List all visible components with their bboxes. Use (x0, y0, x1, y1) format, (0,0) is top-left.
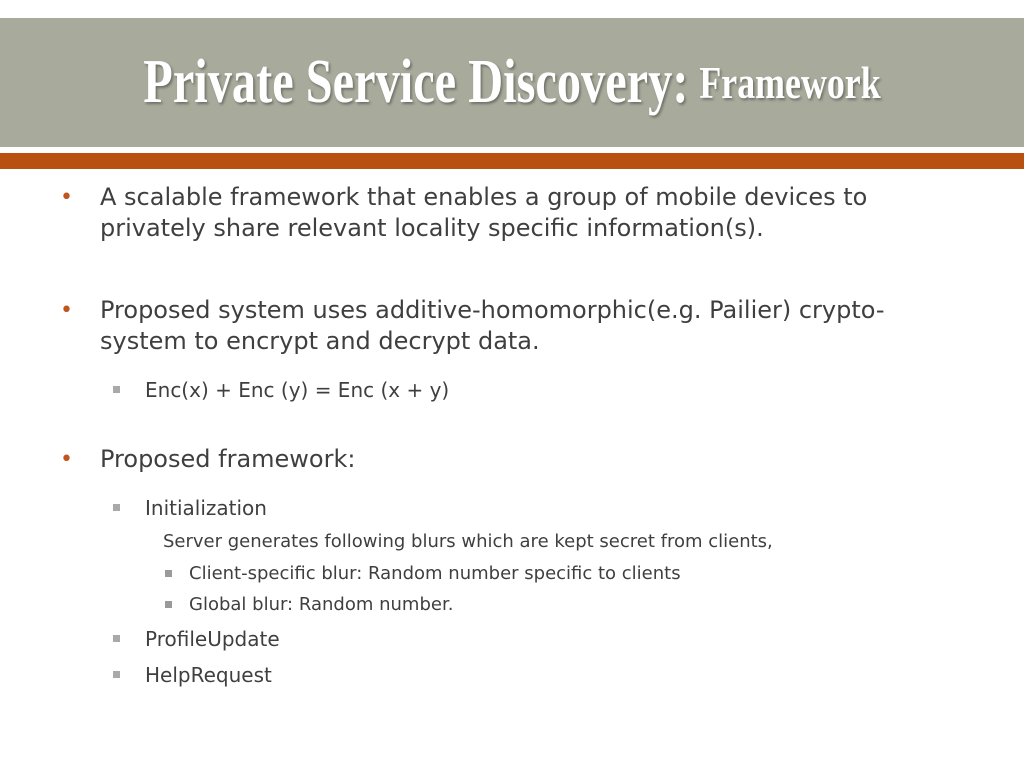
slide-title-main: Private Service Discovery: (143, 48, 689, 116)
square-bullet-icon (165, 570, 172, 577)
bullet-dot-icon: • (60, 447, 73, 472)
bullet-text (100, 295, 980, 357)
square-bullet-icon (113, 386, 120, 393)
sub-bullet-text: Enc(x) + Enc (y) = Enc (x + y) (145, 378, 450, 402)
bullet-line: A scalable framework that enables a group of mobile devices to (100, 183, 868, 211)
bullet-line: system to encrypt and decrypt data. (100, 327, 540, 355)
sub-bullet-text: ProfileUpdate (145, 627, 280, 651)
bullet-line: privately share relevant locality specific information(s). (100, 214, 764, 242)
square-bullet-icon (165, 601, 172, 608)
sub-sub-bullet-text: Client-specific blur: Random number specific to clients (189, 563, 681, 584)
bullet-dot-icon: • (60, 185, 73, 210)
square-bullet-icon (113, 671, 120, 678)
bullet-line: Proposed system uses additive-homomorphic(e.g. Pailier) crypto- (100, 296, 885, 324)
sub-bullet-text: HelpRequest (145, 663, 272, 687)
sub-bullet-text: Initialization (145, 496, 267, 520)
sub-note-text: Server generates following blurs which are kept secret from clients, (163, 531, 773, 552)
sub-sub-bullet-text: Global blur: Random number. (189, 594, 454, 615)
slide-title-sub: Framework (699, 57, 881, 108)
square-bullet-icon (113, 635, 120, 642)
square-bullet-icon (113, 504, 120, 511)
bullet-text (100, 444, 980, 475)
bullet-text (100, 182, 980, 244)
bullet-dot-icon: • (60, 298, 73, 323)
bullet-line: Proposed framework: (100, 445, 356, 473)
